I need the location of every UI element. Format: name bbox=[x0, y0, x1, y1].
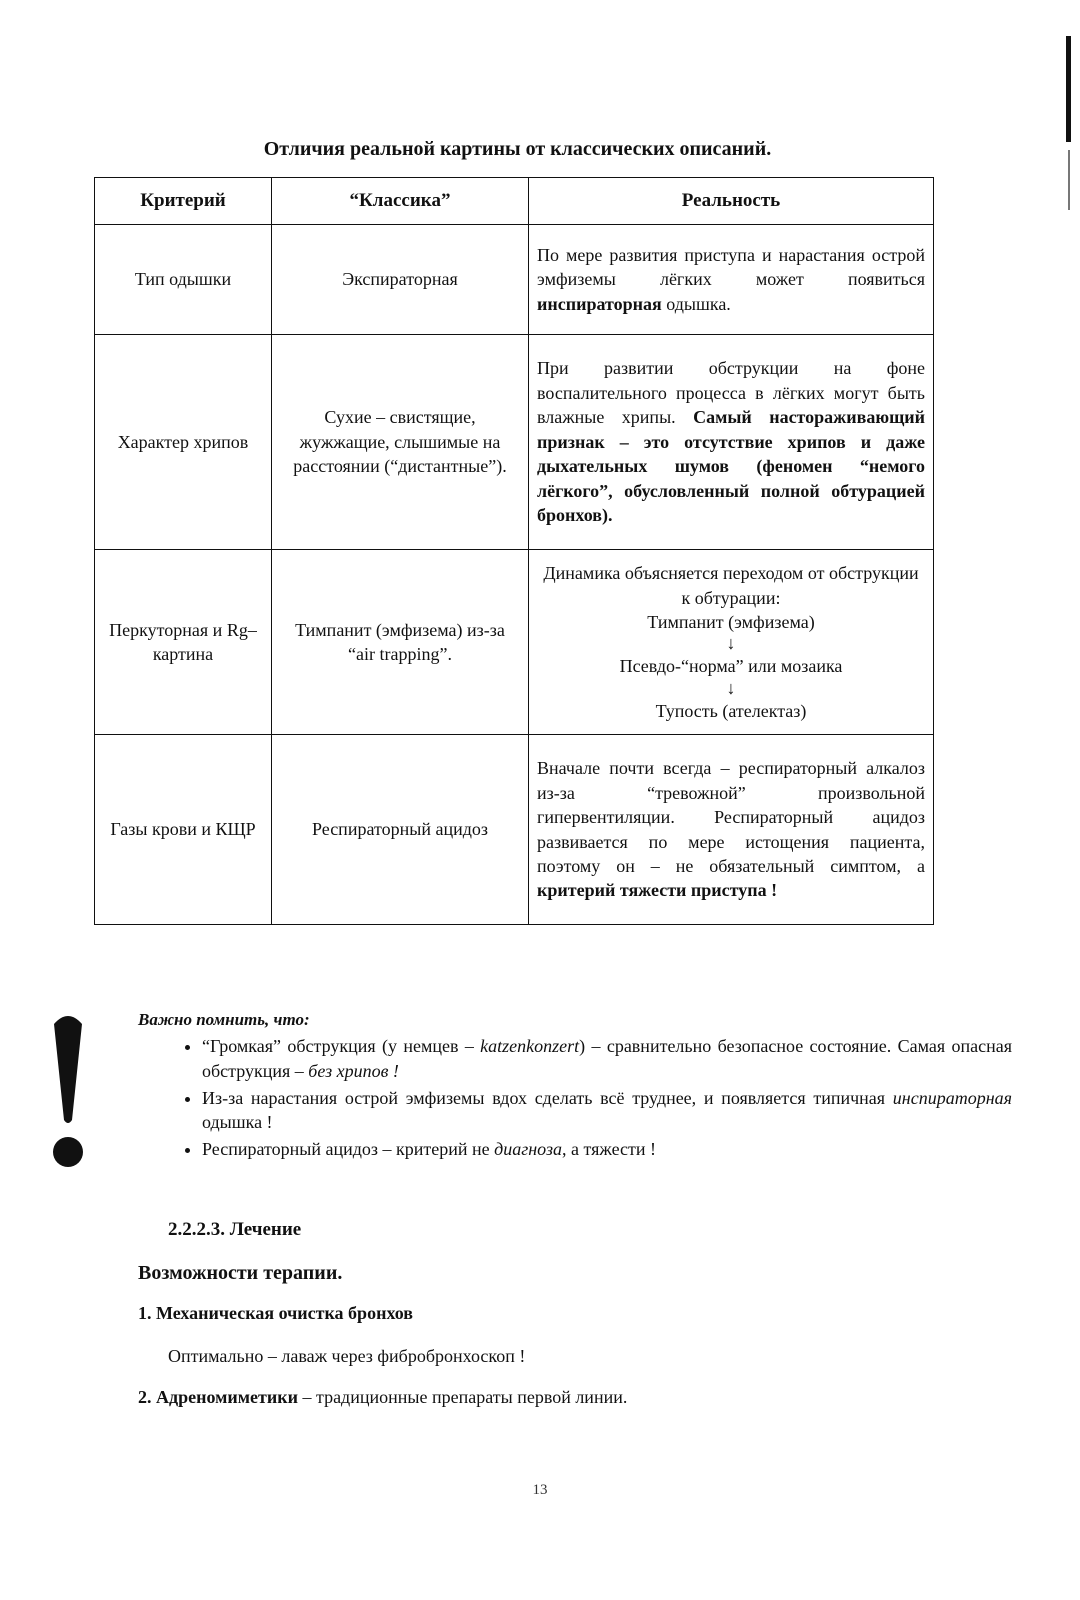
list-item bbox=[202, 1086, 1012, 1136]
reality-step: Псевдо-“норма” или мозаика bbox=[619, 656, 843, 677]
page-number: 13 bbox=[532, 1482, 548, 1498]
cell-classic: Респираторный ацидоз bbox=[272, 735, 529, 925]
cell-criterion: Перкуторная и Rg–картина bbox=[95, 550, 272, 735]
cell-reality bbox=[529, 335, 934, 550]
note-text: Респираторный ацидоз – критерий не bbox=[202, 1139, 495, 1160]
reality-step: Тупость (ателектаз) bbox=[655, 700, 807, 721]
cell-classic: Экспираторная bbox=[272, 225, 529, 335]
table-row bbox=[95, 550, 934, 735]
note-text: одышка ! bbox=[202, 1112, 273, 1133]
note-italic: диагноза bbox=[494, 1139, 562, 1160]
note-heading: Важно помнить, что: bbox=[138, 1010, 310, 1029]
reality-tail: одышка. bbox=[661, 293, 731, 314]
cell-criterion: Газы крови и КЩР bbox=[95, 735, 272, 925]
scan-edge-mark bbox=[1066, 36, 1071, 142]
note-list bbox=[170, 1034, 1012, 1164]
scan-edge-mark-faint bbox=[1068, 150, 1070, 210]
reality-emphasis: Самый настораживающий признак – это отсутствие хрипов и даже дыхательных шумов (феномен “немого лёгкого”, обусловленный полной обтурацией бронхов). bbox=[537, 407, 926, 526]
header-criterion: Критерий bbox=[95, 178, 272, 225]
note-italic: инспираторная bbox=[892, 1087, 1012, 1108]
cell-reality bbox=[529, 735, 934, 925]
header-classic: “Классика” bbox=[272, 178, 529, 225]
note-text: Из-за нарастания острой эмфиземы вдох сделать всё труднее, и появляется типичная bbox=[202, 1087, 893, 1108]
cell-classic: Сухие – свистящие, жужжащие, слышимые на расстоянии (“дистантные”). bbox=[272, 335, 529, 550]
note-text: ) – сравнительно безопасное состояние. Самая опасная обструкция – bbox=[202, 1036, 1012, 1081]
reality-text: При развитии обструкции на фоне воспалительного процесса в лёгких могут быть влажные хрипы. bbox=[537, 358, 925, 428]
reality-intro: Динамика объясняется переходом от обструкции к обтурации: bbox=[543, 563, 919, 608]
note-text: , а тяжести ! bbox=[561, 1139, 656, 1160]
item-paragraph bbox=[138, 1387, 627, 1408]
reality-text: Вначале почти всегда – респираторный алкалоз из-за “тревожной” произвольной гипервентиляции. Респираторный ацидоз развивается по мере истощения пациента, поэтому он – не обязательный симптом, а bbox=[537, 758, 925, 876]
reality-text: По мере развития приступа и нарастания острой эмфиземы лёгких может появиться bbox=[537, 244, 925, 290]
reality-emphasis: критерий тяжести приступа ! bbox=[537, 880, 778, 901]
list-item bbox=[202, 1137, 1012, 1162]
table-header-row bbox=[95, 178, 934, 225]
item2-heading: 2. Адреномиметики bbox=[138, 1387, 298, 1407]
item-heading: 1. Механическая очистка бронхов bbox=[138, 1303, 414, 1323]
item-text: Оптимально – лаваж через фибробронхоскоп ! bbox=[168, 1346, 526, 1366]
note-text: “Громкая” обструкция (у немцев – bbox=[202, 1036, 481, 1056]
subsection-heading: Возможности терапии. bbox=[138, 1262, 343, 1284]
exclamation-icon bbox=[48, 1012, 88, 1172]
cell-criterion: Тип одышки bbox=[95, 225, 272, 335]
item2-text: – традиционные препараты первой линии. bbox=[297, 1387, 628, 1407]
note-italic: без хрипов ! bbox=[308, 1060, 399, 1081]
cell-criterion: Характер хрипов bbox=[95, 335, 272, 550]
down-arrow-icon: ↓ bbox=[726, 677, 736, 698]
reality-emphasis: инспираторная bbox=[537, 293, 662, 314]
table-row bbox=[95, 735, 934, 925]
section-heading: 2.2.2.3. Лечение bbox=[168, 1219, 302, 1240]
comparison-table bbox=[94, 177, 934, 925]
table-title: Отличия реальной картины от классических описаний. bbox=[263, 138, 772, 160]
cell-classic: Тимпанит (эмфизема) из-за “air trapping”. bbox=[272, 550, 529, 735]
down-arrow-icon: ↓ bbox=[726, 633, 736, 654]
cell-reality bbox=[529, 550, 934, 735]
reality-step: Тимпанит (эмфизема) bbox=[647, 611, 815, 632]
cell-reality bbox=[529, 225, 934, 335]
table-row bbox=[95, 335, 934, 550]
list-item bbox=[202, 1034, 1012, 1084]
table-row bbox=[95, 225, 934, 335]
header-reality: Реальность bbox=[529, 178, 934, 225]
note-italic: katzenkonzert bbox=[480, 1036, 580, 1056]
